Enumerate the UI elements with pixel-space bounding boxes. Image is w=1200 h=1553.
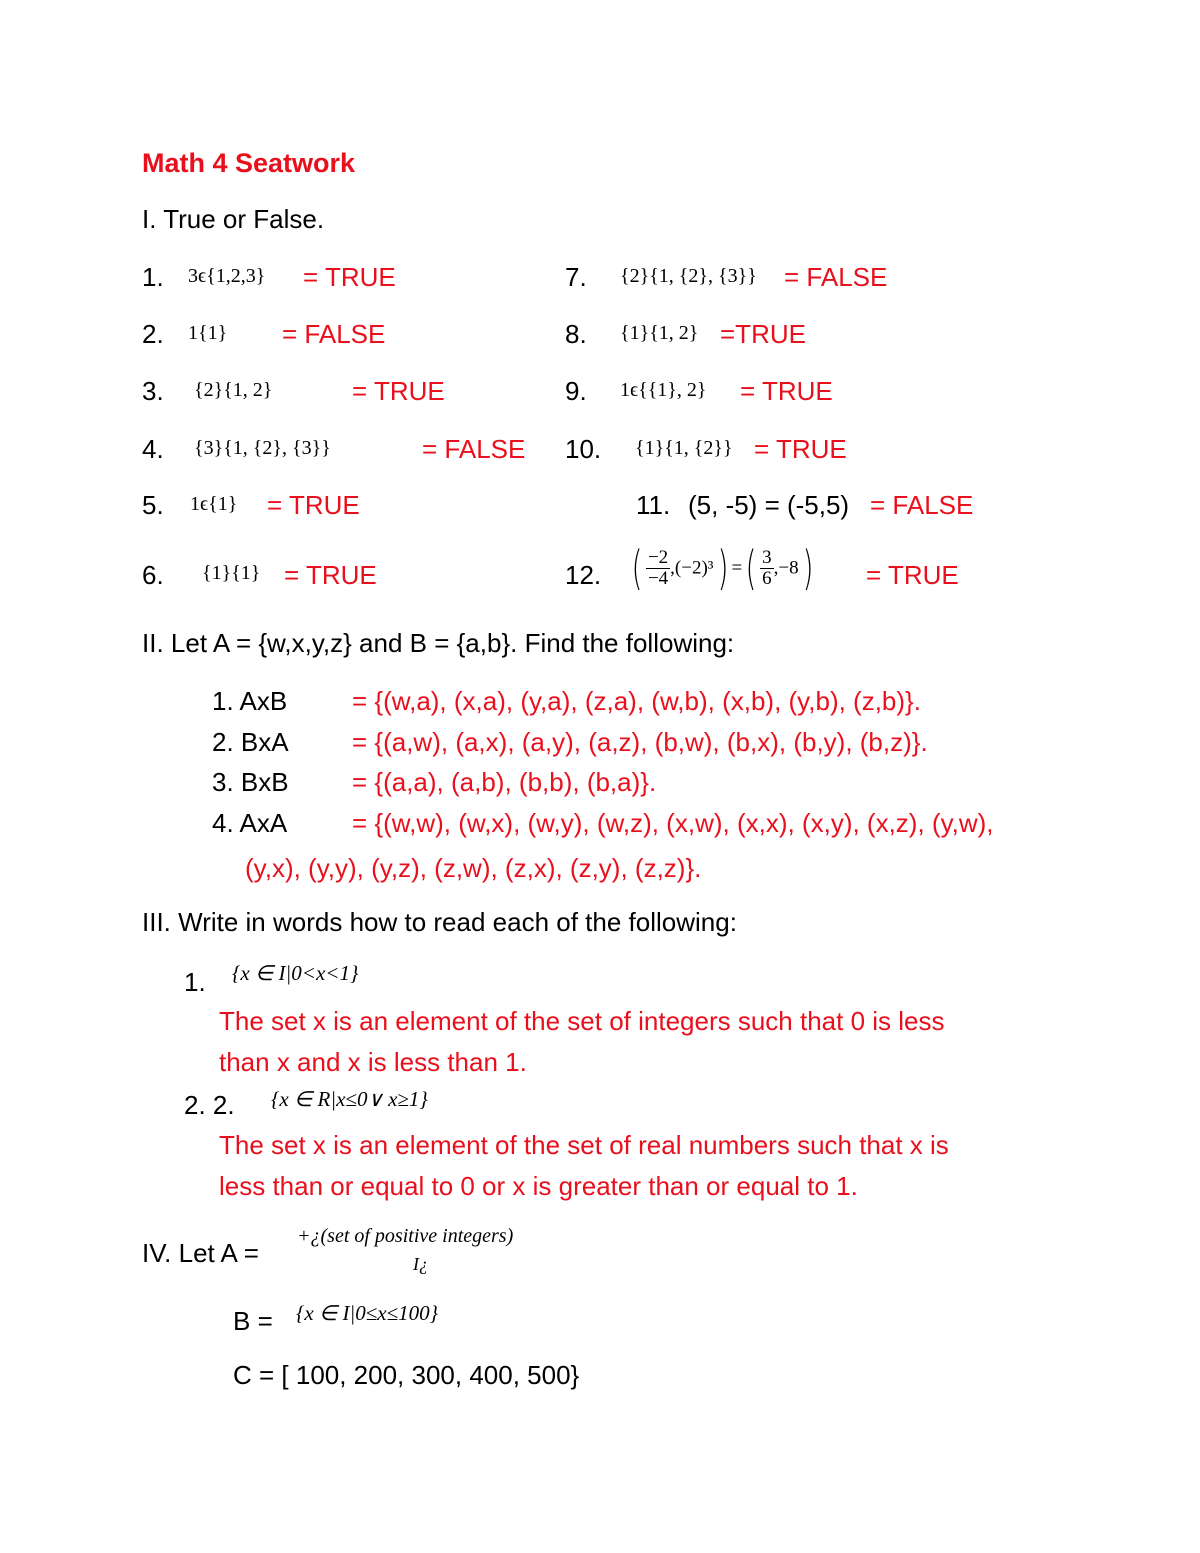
tf-item-3-expression: {2}{1, 2} <box>194 379 273 401</box>
tf-item-5-expression: 1ϵ{1} <box>190 493 238 515</box>
tf-item-2-number: 2. <box>142 319 164 349</box>
tf-item-4-number: 4. <box>142 434 164 464</box>
tf-item-8-number: 8. <box>565 319 587 349</box>
set-c-line: C = [ 100, 200, 300, 400, 500} <box>233 1360 580 1390</box>
tf-item-9-expression: 1ϵ{{1}, 2} <box>620 379 707 401</box>
tf-item-1-expression: 3ϵ{1,2,3} <box>188 265 266 287</box>
tf-item-6-answer: = TRUE <box>284 560 377 590</box>
tf-item-7-answer: = FALSE <box>784 262 888 292</box>
tf-item-4-answer: = FALSE <box>422 434 526 464</box>
words-item-2-line-1: The set x is an element of the set of real numbers such that x is <box>219 1130 949 1160</box>
words-item-2-number: 2. 2. <box>184 1090 235 1120</box>
tf-item-11-answer: = FALSE <box>870 490 974 520</box>
tf-item-10-expression: {1}{1, {2}} <box>635 437 733 459</box>
tf-item-4-expression: {3}{1, {2}, {3}} <box>194 437 331 459</box>
part2-heading: II. Let A = {w,x,y,z} and B = {a,b}. Find the following: <box>142 628 735 658</box>
part4-heading: IV. Let A = <box>142 1238 259 1268</box>
product-3-label: 3. BxB <box>212 767 289 797</box>
set-a-symbol: I¿ <box>413 1254 428 1274</box>
tf-item-8-expression: {1}{1, 2} <box>620 322 699 344</box>
tf-item-11-number: 11. <box>636 490 671 520</box>
tf-item-1-answer: = TRUE <box>303 262 396 292</box>
tf-item-5-answer: = TRUE <box>267 490 360 520</box>
product-4-label: 4. AxA <box>212 808 288 838</box>
product-4-answer: = {(w,w), (w,x), (w,y), (w,z), (x,w), (x,x), (x,y), (x,z), (y,w), <box>352 808 994 838</box>
tf-item-3-answer: = TRUE <box>352 376 445 406</box>
product-1-label: 1. AxB <box>212 686 288 716</box>
tf-item-5-number: 5. <box>142 490 164 520</box>
tf-item-6-expression: {1}{1} <box>202 562 261 584</box>
tf-item-7-expression: {2}{1, {2}, {3}} <box>620 265 757 287</box>
tf-item-2-answer: = FALSE <box>282 319 386 349</box>
tf-item-2-expression: 1{1} <box>188 322 228 344</box>
words-item-1-line-1: The set x is an element of the set of integers such that 0 is less <box>219 1006 945 1036</box>
tf-item-11-expression: (5, -5) = (-5,5) <box>688 490 850 520</box>
words-item-1-number: 1. <box>184 967 206 997</box>
tf-item-1-number: 1. <box>142 262 164 292</box>
fraction-1: $\frac{-2}{-4}$ <box>647 546 669 589</box>
tf-item-10-number: 10. <box>565 434 602 464</box>
words-item-2-expression: {x ∈ R|x≤0∨ x≥1} <box>271 1087 428 1111</box>
tf-item-12-expression: ( $\frac{-2}{-4}$ ,(−2)³) =( $\frac{3}{6}$ ,−8) <box>631 541 813 595</box>
part3-heading: III. Write in words how to read each of the following: <box>142 907 737 937</box>
fraction-2: $\frac{3}{6}$ <box>762 546 772 589</box>
page-title: Math 4 Seatwork <box>142 148 356 178</box>
tf-item-12-number: 12. <box>565 560 602 590</box>
words-item-1-line-2: than x and x is less than 1. <box>219 1047 527 1077</box>
part1-heading: I. True or False. <box>142 204 325 234</box>
product-3-answer: = {(a,a), (a,b), (b,b), (b,a)}. <box>352 767 657 797</box>
tf-item-10-answer: = TRUE <box>754 434 847 464</box>
words-item-1-expression: {x ∈ I|0<x<1} <box>232 961 359 985</box>
tf-item-8-answer: =TRUE <box>720 319 806 349</box>
set-a-expression: +¿(set of positive integers) <box>297 1225 514 1247</box>
tf-item-9-answer: = TRUE <box>740 376 833 406</box>
product-2-label: 2. BxA <box>212 727 289 757</box>
words-item-2-line-2: less than or equal to 0 or x is greater than or equal to 1. <box>219 1171 858 1201</box>
set-b-expression: {x ∈ I|0≤x≤100} <box>296 1301 439 1325</box>
product-2-answer: = {(a,w), (a,x), (a,y), (a,z), (b,w), (b,x), (b,y), (b,z)}. <box>352 727 928 757</box>
tf-item-7-number: 7. <box>565 262 587 292</box>
product-1-answer: = {(w,a), (x,a), (y,a), (z,a), (w,b), (x,b), (y,b), (z,b)}. <box>352 686 921 716</box>
product-4-answer-continued: (y,x), (y,y), (y,z), (z,w), (z,x), (z,y), (z,z)}. <box>245 853 702 883</box>
tf-item-3-number: 3. <box>142 376 164 406</box>
set-b-label: B = <box>233 1306 273 1336</box>
tf-item-9-number: 9. <box>565 376 587 406</box>
tf-item-6-number: 6. <box>142 560 164 590</box>
tf-item-12-answer: = TRUE <box>866 560 959 590</box>
